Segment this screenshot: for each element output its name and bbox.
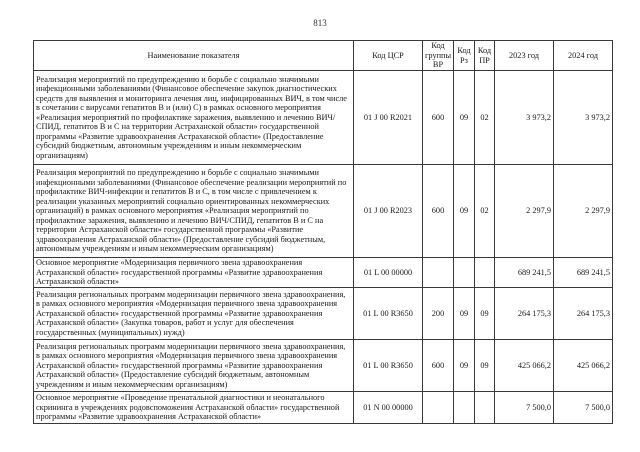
row-value-2024: 264 175,3 (554, 288, 613, 340)
row-rz-code: 09 (454, 340, 475, 392)
row-description: Основное мероприятие «Модернизация первичного звена здравоохранения Астраханской области» государственной программы «Развитие здравоохранения Астраханской области» (34, 258, 354, 288)
row-value-2023: 3 973,2 (495, 71, 554, 165)
row-value-2023: 425 066,2 (495, 340, 554, 392)
row-rz-code (454, 392, 475, 424)
table-row (34, 258, 613, 288)
row-value-2024: 425 066,2 (554, 340, 613, 392)
row-pr-code (475, 258, 495, 288)
row-value-2024: 7 500,0 (554, 392, 613, 424)
row-vr-code: 600 (423, 165, 454, 258)
table-row (34, 288, 613, 340)
header-pr: Код ПР (475, 41, 495, 71)
row-pr-code: 09 (475, 340, 495, 392)
row-value-2023: 7 500,0 (495, 392, 554, 424)
row-description: Реализация мероприятий по предупреждению и борьбе с социально значимыми инфекционными заболеваниями (Финансовое обеспечение закупок диагностических средств для выявления и мониторинга лечения лиц, инфицированных ВИЧ, в том числе в сочетании с вирусами гепатитов В и (или) С) в рамках основного мероприятия «Реализация мероприятий по профилактике заражения, выявлению и лечению ВИЧ/СПИД, гепатитов В и С на территории Астраханской области» государственной программы «Развитие здравоохранения Астраханской области» (Предоставление субсидий бюджетным, автономным учреждениям и иным некоммерческим организациям) (34, 71, 354, 165)
page-number: 813 (313, 18, 327, 28)
header-2023: 2023 год (495, 41, 554, 71)
budget-table (33, 40, 613, 424)
row-vr-code: 200 (423, 288, 454, 340)
table-row (34, 165, 613, 258)
row-value-2024: 2 297,9 (554, 165, 613, 258)
row-csr-code: 01 L 00 R3650 (354, 340, 423, 392)
header-vr: Код группы ВР (423, 41, 454, 71)
table-header-row (34, 41, 613, 71)
row-vr-code: 600 (423, 340, 454, 392)
row-pr-code: 02 (475, 165, 495, 258)
row-rz-code: 09 (454, 165, 475, 258)
header-2024: 2024 год (554, 41, 613, 71)
row-csr-code: 01 N 00 00000 (354, 392, 423, 424)
row-value-2024: 689 241,5 (554, 258, 613, 288)
row-pr-code: 02 (475, 71, 495, 165)
row-value-2023: 264 175,3 (495, 288, 554, 340)
row-description: Реализация мероприятий по предупреждению и борьбе с социально значимыми инфекционными заболеваниями (Финансовое обеспечение реализации мероприятий по профилактике ВИЧ-инфекции и гепатитов В и С, в том числе с привлечением к реализации указанных мероприятий социально ориентированных некоммерческих организаций) в рамках основного мероприятия «Реализация мероприятий по профилактике заражения, выявлению и лечению ВИЧ/СПИД, гепатитов В и С на территории Астраханской области» государственной программы «Развитие здравоохранения Астраханской области» (Предоставление субсидий бюджетным, автономным учреждениям и иным некоммерческим организациям) (34, 165, 354, 258)
row-vr-code: 600 (423, 71, 454, 165)
row-rz-code: 09 (454, 71, 475, 165)
row-description: Основное мероприятие «Проведение пренатальной диагностики и неонатального скрининга в учреждениях родовспоможения Астраханской области» государственной программы «Развитие здравоохранения Астраханской области» (34, 392, 354, 424)
header-csr: Код ЦСР (354, 41, 423, 71)
table-row (34, 392, 613, 424)
row-value-2023: 2 297,9 (495, 165, 554, 258)
row-csr-code: 01 J 00 R2021 (354, 71, 423, 165)
row-csr-code: 01 L 00 R3650 (354, 288, 423, 340)
row-vr-code (423, 392, 454, 424)
row-csr-code: 01 J 00 R2023 (354, 165, 423, 258)
table-row (34, 71, 613, 165)
header-name: Наименование показателя (34, 41, 354, 71)
header-rz: Код Рз (454, 41, 475, 71)
row-csr-code: 01 L 00 00000 (354, 258, 423, 288)
row-pr-code (475, 392, 495, 424)
row-vr-code (423, 258, 454, 288)
row-description: Реализация региональных программ модернизации первичного звена здравоохранения, в рамках основного мероприятия «Модернизация первичного звена здравоохранения Астраханской области» государственной программы «Развитие здравоохранения Астраханской области» (Закупка товаров, работ и услуг для обеспечения государственных (муниципальных) нужд) (34, 288, 354, 340)
row-value-2023: 689 241,5 (495, 258, 554, 288)
row-value-2024: 3 973,2 (554, 71, 613, 165)
table-row (34, 340, 613, 392)
row-rz-code: 09 (454, 288, 475, 340)
row-rz-code (454, 258, 475, 288)
row-pr-code: 09 (475, 288, 495, 340)
row-description: Реализация региональных программ модернизации первичного звена здравоохранения, в рамках основного мероприятия «Модернизация первичного звена здравоохранения Астраханской области» государственной программы «Развитие здравоохранения Астраханской области» (Предоставление субсидий бюджетным, автономным учреждениям и иным некоммерческим организациям) (34, 340, 354, 392)
